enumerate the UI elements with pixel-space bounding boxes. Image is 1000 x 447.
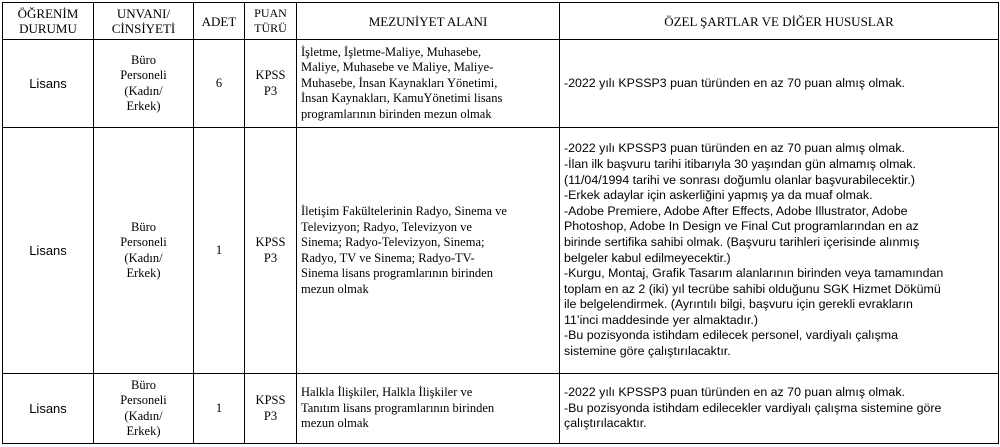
count-cell: 1 [194,128,245,374]
table-row [3,374,999,444]
score-type-cell: KPSS P3 [245,374,297,444]
header-graduation-field: MEZUNİYET ALANI [297,3,560,40]
header-title-gender: UNVANI/ CİNSİYETİ [94,3,194,40]
field-cell: İşletme, İşletme-Maliye, Muhasebe, Maliye, Muhasebe ve Maliye, Maliye- Muhasebe, İnsan Kaynakları Yönetimi, İnsan Kaynakları, KamuYönetimi lisans programlarının birinden mezun olmak [297,40,560,128]
table-row [3,128,999,374]
header-score-type: PUAN TÜRÜ [245,3,297,40]
title-cell: Büro Personeli (Kadın/ Erkek) [94,40,194,128]
score-type-cell: KPSS P3 [245,40,297,128]
table-row [3,40,999,128]
title-cell: Büro Personeli (Kadın/ Erkek) [94,128,194,374]
title-cell: Büro Personeli (Kadın/ Erkek) [94,374,194,444]
header-education: ÖĞRENİM DURUMU [3,3,94,40]
count-cell: 1 [194,374,245,444]
education-cell: Lisans [3,40,94,128]
education-cell: Lisans [3,374,94,444]
conditions-cell: -2022 yılı KPSSP3 puan türünden en az 70 puan almış olmak. -İlan ilk başvuru tarihi itibarıyla 30 yaşından gün almamış olmak. (11/04/1994 tarihi ve sonrası doğumlu olanlar başvurabilecektir.) -Erkek adaylar için askerliğini yapmış ya da muaf olmak. -Adobe Premiere, Adobe After Effects, Adobe Illustrator, Adobe Photoshop, Adobe In Design ve Final Cut programlarından en az birinde sertifika sahibi olmak. (Başvuru tarihleri içerisinde alınmış belgeler kabul edilmeyecektir.) -Kurgu, Montaj, Grafik Tasarım alanlarının birinden veya tamamından toplam en az 2 (iki) yıl tecrübe sahibi olduğunu SGK Hizmet Dökümü ile belgelendirmek. (Ayrıntılı bilgi, başvuru için gerekli evrakların 11’inci maddesinde yer almaktadır.) -Bu pozisyonda istihdam edilecek personel, vardiyalı çalışma sistemine göre çalıştırılacaktır. [560,128,999,374]
score-type-cell: KPSS P3 [245,128,297,374]
education-cell: Lisans [3,128,94,374]
header-special-conditions: ÖZEL ŞARTLAR VE DİĞER HUSUSLAR [560,3,999,40]
conditions-cell: -2022 yılı KPSSP3 puan türünden en az 70 puan almış olmak. [560,40,999,128]
field-cell: İletişim Fakültelerinin Radyo, Sinema ve Televizyon; Radyo, Televizyon ve Sinema; Radyo-Televizyon, Sinema; Radyo, TV ve Sinema; Radyo-TV- Sinema lisans programlarının birinden mezun olmak [297,128,560,374]
header-row [3,3,999,40]
field-cell: Halkla İlişkiler, Halkla İlişkiler ve Tanıtım lisans programlarının birinden mezun olmak [297,374,560,444]
job-requirements-table [2,2,999,444]
conditions-cell: -2022 yılı KPSSP3 puan türünden en az 70 puan almış olmak. -Bu pozisyonda istihdam edilecekler vardiyalı çalışma sistemine göre çalıştırılacaktır. [560,374,999,444]
header-count: ADET [194,3,245,40]
count-cell: 6 [194,40,245,128]
